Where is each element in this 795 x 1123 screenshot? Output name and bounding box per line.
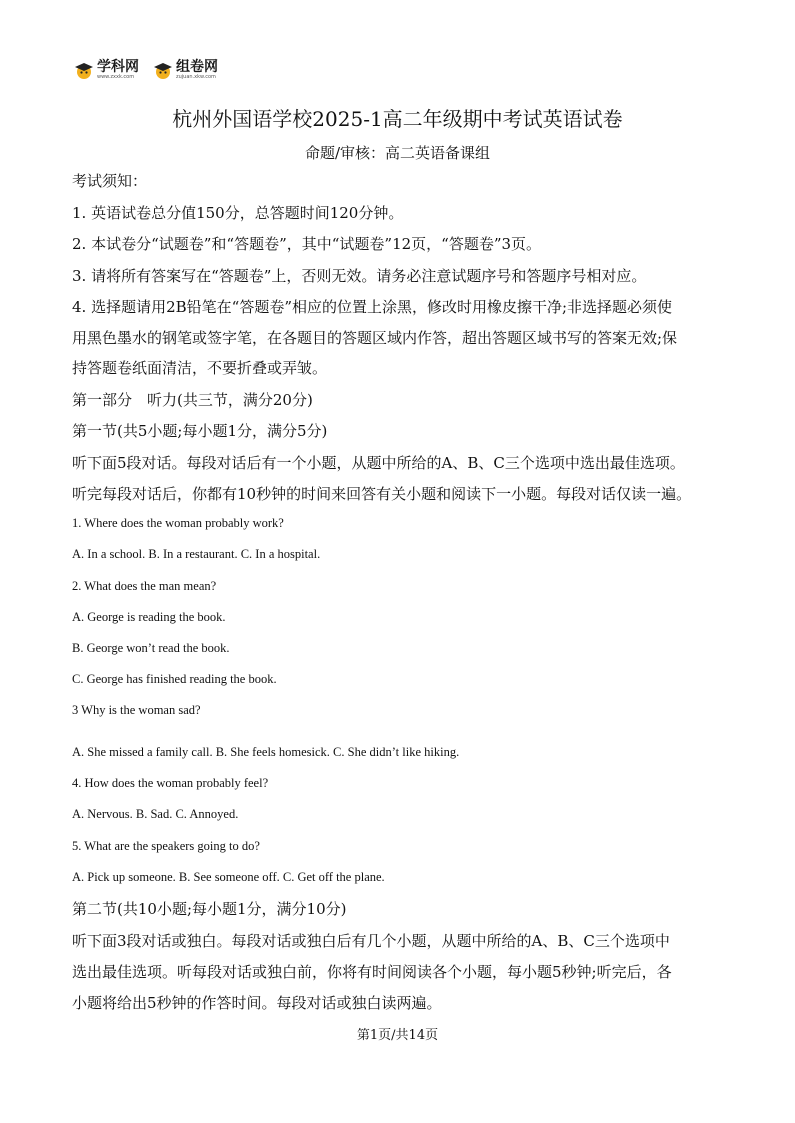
question-text: 5. What are the speakers going to do? (72, 839, 260, 853)
question-text: 2. What does the man mean? (72, 579, 217, 593)
answer-option: B. George won’t read the book. (72, 641, 230, 655)
question-text: 1. Where does the woman probably work? (72, 516, 284, 530)
section2-instruction: 小题将给出5秒钟的作答时间。每段对话或独白读两遍。 (72, 994, 442, 1012)
section2-instruction: 选出最佳选项。听每段对话或独白前，你将有时间阅读各个小题，每小题5秒钟;听完后，各 (72, 963, 672, 981)
answer-options: A. In a school. B. In a restaurant. C. In a hospital. (72, 547, 321, 561)
logo-name: 组卷网 (176, 59, 218, 75)
page-number-footer: 第1页/共14页 (356, 1028, 439, 1043)
exam-subtitle: 命题/审核：高二英语备课组 (304, 144, 491, 162)
exam-title: 杭州外国语学校2025-1高二年级期中考试英语试卷 (172, 107, 623, 131)
logo-bar (74, 60, 218, 80)
section1-heading: 第一节(共5小题;每小题1分，满分5分) (72, 422, 328, 440)
logo-name: 学科网 (97, 59, 139, 75)
notice-item: 2. 本试卷分“试题卷”和“答题卷”，其中“试题卷”12页，“答题卷”3页。 (72, 235, 542, 253)
answer-options: A. Pick up someone. B. See someone off. C. Get off the plane. (72, 870, 385, 884)
notice-item: 1. 英语试卷总分值150分，总答题时间120分钟。 (72, 204, 404, 222)
notice-item: 持答题卷纸面清洁，不要折叠或弄皱。 (72, 359, 328, 377)
question-text: 3 Why is the woman sad? (72, 703, 201, 717)
answer-option: C. George has finished reading the book. (72, 672, 277, 686)
zujuanwang-logo (153, 60, 218, 80)
logo-url: www.zxxk.com (97, 74, 135, 80)
notice-item: 4. 选择题请用2B铅笔在“答题卷”相应的位置上涂黑，修改时用橡皮擦干净;非选择题必须使 (72, 298, 673, 316)
section1-instruction: 听完每段对话后，你都有10秒钟的时间来回答有关小题和阅读下一小题。每段对话仅读一遍。 (72, 485, 692, 503)
graduate-cap-icon (153, 60, 173, 80)
graduate-cap-icon (74, 60, 94, 80)
section2-instruction: 听下面3段对话或独白。每段对话或独白后有几个小题，从题中所给的A、B、C三个选项中 (72, 932, 670, 950)
notice-heading: 考试须知： (72, 172, 148, 190)
logo-url: zujuan.xkw.com (176, 74, 216, 80)
part1-heading: 第一部分 听力(共三节，满分20分) (72, 391, 313, 409)
notice-item: 3. 请将所有答案写在“答题卷”上，否则无效。请务必注意试题序号和答题序号相对应。 (72, 267, 647, 285)
section2-heading: 第二节(共10小题;每小题1分，满分10分) (72, 900, 347, 918)
answer-option: A. George is reading the book. (72, 610, 226, 624)
question-text: 4. How does the woman probably feel? (72, 776, 269, 790)
answer-options: A. She missed a family call. B. She feels homesick. C. She didn’t like hiking. (72, 745, 460, 759)
xuekewang-logo (74, 60, 139, 80)
section1-instruction: 听下面5段对话。每段对话后有一个小题，从题中所给的A、B、C三个选项中选出最佳选项。 (72, 454, 685, 472)
notice-item: 用黑色墨水的钢笔或签字笔，在各题目的答题区域内作答，超出答题区域书写的答案无效;保 (72, 329, 678, 347)
answer-options: A. Nervous. B. Sad. C. Annoyed. (72, 807, 239, 821)
